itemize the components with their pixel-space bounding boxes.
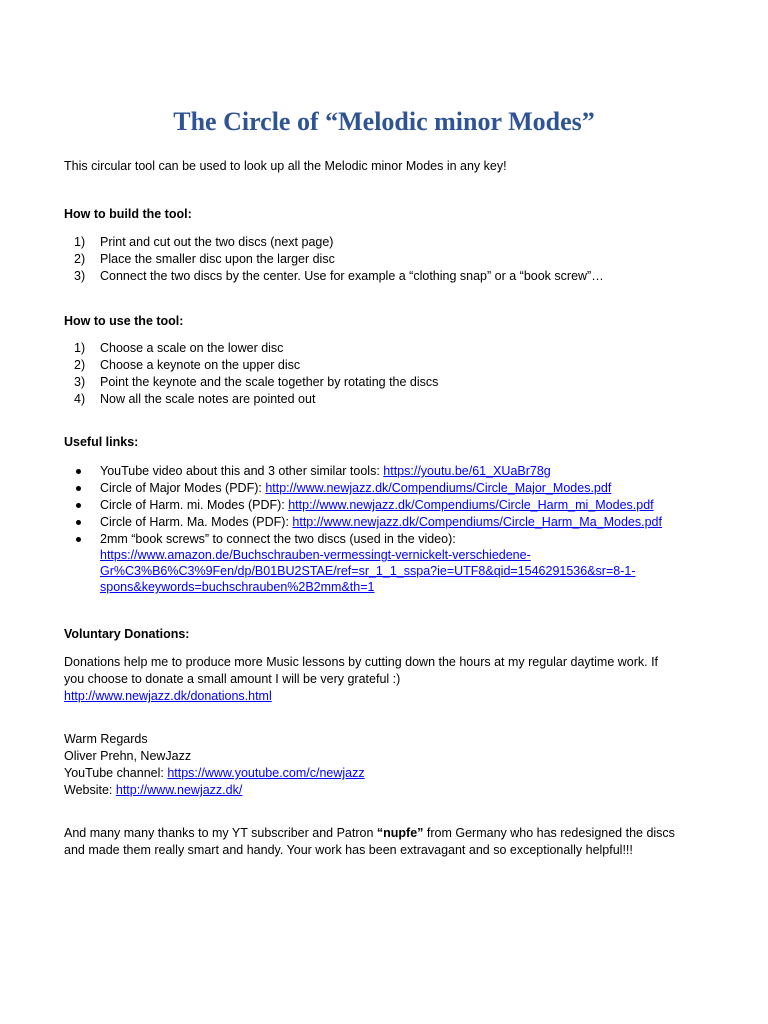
thanks-part-1: And many many thanks to my YT subscriber and Patron <box>64 826 377 840</box>
youtube-video-link[interactable]: https://youtu.be/61_XUaBr78g <box>383 464 551 478</box>
links-list <box>64 463 714 595</box>
list-item <box>64 514 714 531</box>
link-description: Circle of Harm. Ma. Modes (PDF): <box>100 515 293 529</box>
list-item-text: Point the keynote and the scale together by rotating the discs <box>100 375 439 389</box>
list-item <box>64 480 714 497</box>
signoff <box>64 731 714 799</box>
use-steps-list <box>64 340 714 408</box>
list-item <box>64 340 714 357</box>
list-item <box>64 391 714 408</box>
donations-heading: Voluntary Donations: <box>64 627 190 641</box>
amazon-book-screws-link[interactable] <box>100 547 714 595</box>
thanks-line-2: and made them really smart and handy. Your work has been extravagant and so exceptionally helpful!!! <box>64 843 633 857</box>
list-item <box>64 374 714 391</box>
list-item <box>64 531 714 595</box>
website-label: Website: <box>64 783 116 797</box>
youtube-channel-link[interactable]: https://www.youtube.com/c/newjazz <box>167 766 365 780</box>
link-description: 2mm “book screws” to connect the two discs (used in the video): <box>100 532 456 546</box>
list-number: 3) <box>74 269 86 283</box>
donations-line-2: you choose to donate a small amount I will be very grateful :) <box>64 672 401 686</box>
channel-label: YouTube channel: <box>64 766 168 780</box>
donations-link[interactable]: http://www.newjazz.dk/donations.html <box>64 689 272 703</box>
regards-text: Warm Regards <box>64 732 148 746</box>
list-item-text: Connect the two discs by the center. Use for example a “clothing snap” or a “book screw”… <box>100 269 604 283</box>
amazon-link-line-2[interactable]: Gr%C3%B6%C3%9Fen/dp/B01BU2STAE/ref=sr_1_1_sspa?ie=UTF8&qid=1546291536&sr=8-1- <box>100 564 636 578</box>
list-item <box>64 497 714 514</box>
link-description: Circle of Harm. mi. Modes (PDF): <box>100 498 289 512</box>
list-number: 2) <box>74 252 86 266</box>
page-title: The Circle of “Melodic minor Modes” <box>173 107 595 136</box>
author-name: Oliver Prehn, NewJazz <box>64 749 192 763</box>
list-number: 2) <box>74 358 86 372</box>
thanks-part-2: from Germany who has redesigned the discs <box>423 826 675 840</box>
donations-line-1: Donations help me to produce more Music lessons by cutting down the hours at my regular daytime work. If <box>64 655 659 669</box>
list-item <box>64 251 714 268</box>
website-link[interactable]: http://www.newjazz.dk/ <box>115 783 243 797</box>
harm-ma-modes-pdf-link[interactable]: http://www.newjazz.dk/Compendiums/Circle_Harm_Ma_Modes.pdf <box>292 515 662 529</box>
list-item-text: Print and cut out the two discs (next page) <box>100 235 334 249</box>
list-item-text: Place the smaller disc upon the larger disc <box>100 252 335 266</box>
thanks-text <box>64 825 714 859</box>
link-description: YouTube video about this and 3 other similar tools: <box>100 464 384 478</box>
list-item <box>64 463 714 480</box>
list-item-text: Choose a keynote on the upper disc <box>100 358 301 372</box>
major-modes-pdf-link[interactable]: http://www.newjazz.dk/Compendiums/Circle_Major_Modes.pdf <box>265 481 612 495</box>
list-number: 4) <box>74 392 86 406</box>
donations-text <box>64 654 714 705</box>
harm-mi-modes-pdf-link[interactable]: http://www.newjazz.dk/Compendiums/Circle_Harm_mi_Modes.pdf <box>288 498 654 512</box>
use-heading: How to use the tool: <box>64 314 184 328</box>
build-heading: How to build the tool: <box>64 207 192 221</box>
list-item <box>64 234 714 251</box>
amazon-link-line-3[interactable]: spons&keywords=buchschrauben%2B2mm&th=1 <box>100 580 375 594</box>
list-number: 1) <box>74 235 86 249</box>
patron-name: “nupfe” <box>376 826 424 840</box>
list-item-text: Now all the scale notes are pointed out <box>100 392 316 406</box>
list-item <box>64 268 714 285</box>
list-number: 1) <box>74 341 86 355</box>
amazon-link-line-1[interactable]: https://www.amazon.de/Buchschrauben-vermessingt-vernickelt-verschiedene- <box>100 548 531 562</box>
list-number: 3) <box>74 375 86 389</box>
links-heading: Useful links: <box>64 435 139 449</box>
list-item <box>64 357 714 374</box>
list-item-text: Choose a scale on the lower disc <box>100 341 284 355</box>
link-description: Circle of Major Modes (PDF): <box>100 481 266 495</box>
build-steps-list <box>64 234 714 285</box>
intro-text: This circular tool can be used to look up all the Melodic minor Modes in any key! <box>64 159 507 173</box>
